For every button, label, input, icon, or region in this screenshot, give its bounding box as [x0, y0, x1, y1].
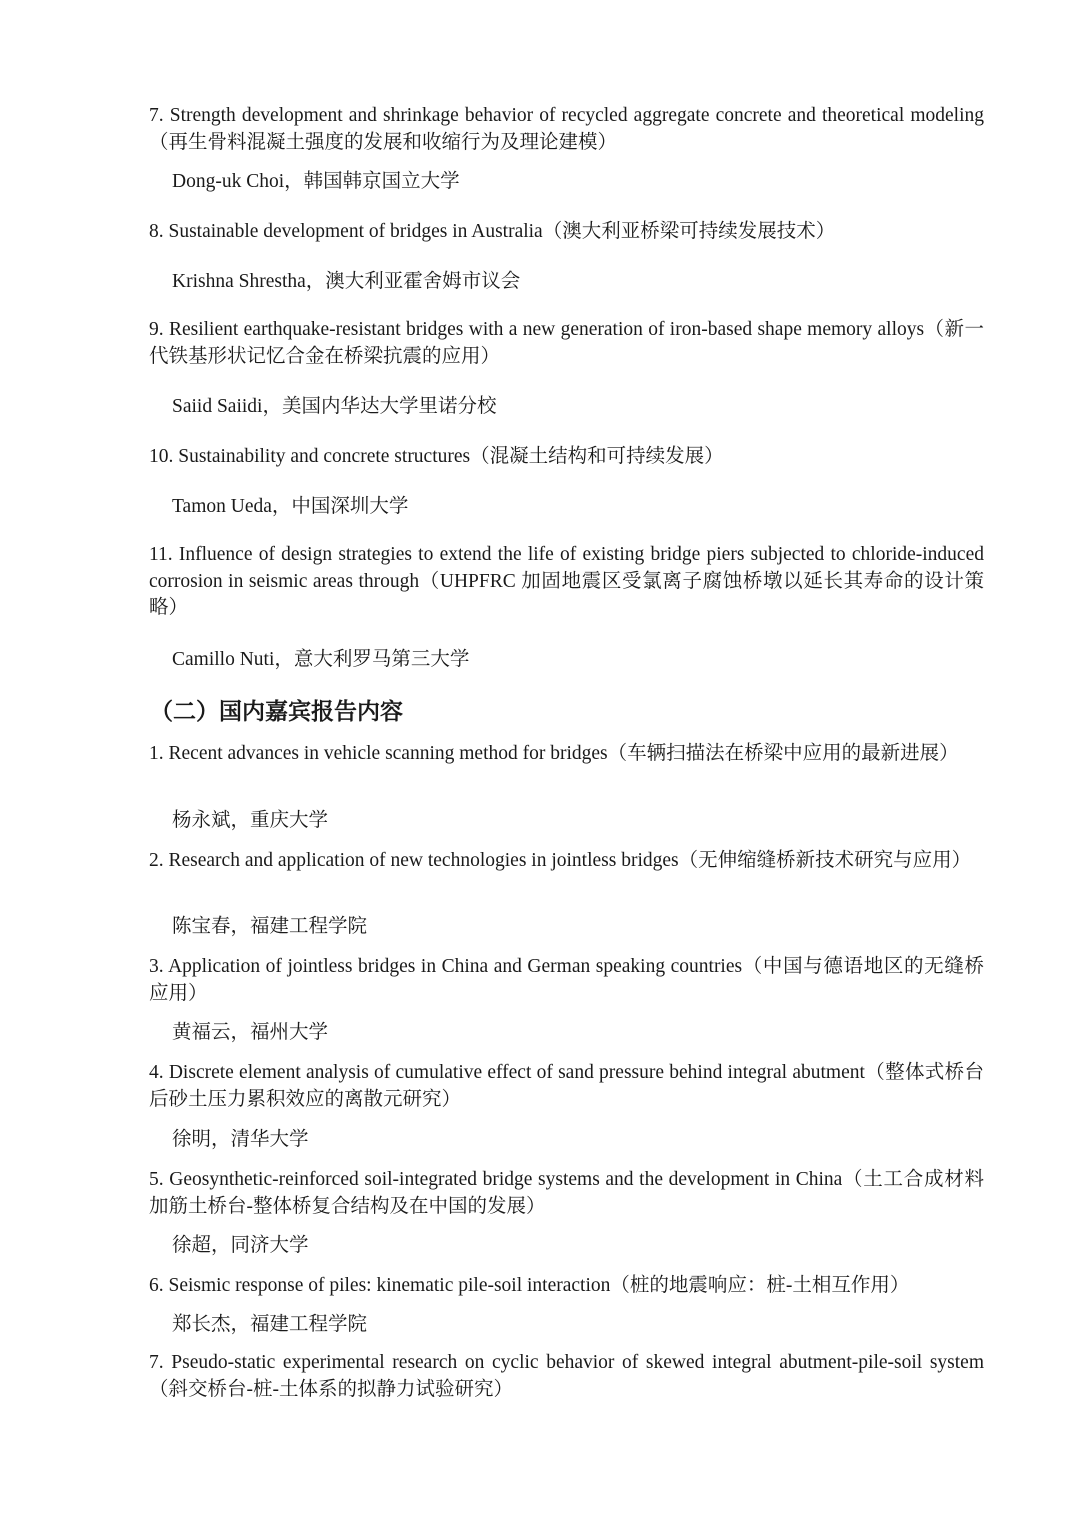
intl-talk-11-title: 11. Influence of design strategies to extend the life of existing bridge piers subjected to chloride-induced corrosion in seismic areas through（UHPFRC 加固地震区受氯离子腐蚀桥墩以延长其寿命的设计策略）	[149, 544, 984, 618]
domestic-talk-7-title: 7. Pseudo-static experimental research on cyclic behavior of skewed integral abutment-pile-soil system（斜交桥台-桩-土体系的拟静力试验研究）	[149, 1352, 984, 1400]
domestic-talk-2-title: 2. Research and application of new technologies in jointless bridges（无伸缩缝桥新技术研究与应用）	[149, 850, 972, 871]
intl-talk-11-author: Camillo Nuti，意大利罗马第三大学	[172, 649, 470, 670]
domestic-talk-1-title: 1. Recent advances in vehicle scanning method for bridges（车辆扫描法在桥梁中应用的最新进展）	[149, 743, 959, 764]
domestic-talk-5-author: 徐超，同济大学	[172, 1235, 309, 1256]
intl-talk-8-author: Krishna Shrestha，澳大利亚霍舍姆市议会	[172, 271, 521, 292]
intl-talk-7-title: 7. Strength development and shrinkage behavior of recycled aggregate concrete and theoretical modeling（再生骨料混凝土强度的发展和收缩行为及理论建模）	[149, 105, 984, 153]
domestic-talk-3-author: 黄福云，福州大学	[172, 1022, 329, 1043]
intl-talk-9-title: 9. Resilient earthquake-resistant bridges with a new generation of iron-based shape memory alloys（新一代铁基形状记忆合金在桥梁抗震的应用）	[149, 319, 984, 367]
intl-talk-9-author: Saiid Saiidi，美国内华达大学里诺分校	[172, 396, 497, 417]
domestic-talk-6-author: 郑长杰，福建工程学院	[172, 1314, 368, 1335]
intl-talk-10-author: Tamon Ueda，中国深圳大学	[172, 496, 409, 517]
intl-talk-7-author: Dong-uk Choi，韩国韩京国立大学	[172, 171, 460, 192]
intl-talk-10-title: 10. Sustainability and concrete structures（混凝土结构和可持续发展）	[149, 446, 724, 467]
domestic-section-heading: （二）国内嘉宾报告内容	[150, 699, 403, 725]
domestic-talk-2-author: 陈宝春，福建工程学院	[172, 916, 368, 937]
domestic-talk-6-title: 6. Seismic response of piles: kinematic pile-soil interaction（桩的地震响应：桩-土相互作用）	[149, 1275, 910, 1296]
domestic-talk-1-author: 杨永斌，重庆大学	[172, 810, 329, 831]
domestic-talk-5-title: 5. Geosynthetic-reinforced soil-integrated bridge systems and the development in China（土工合成材料加筋土桥台-整体桥复合结构及在中国的发展）	[149, 1169, 984, 1217]
domestic-talk-4-author: 徐明，清华大学	[172, 1129, 309, 1150]
domestic-talk-3-title: 3. Application of jointless bridges in China and German speaking countries（中国与德语地区的无缝桥应用）	[149, 956, 984, 1004]
domestic-talk-4-title: 4. Discrete element analysis of cumulative effect of sand pressure behind integral abutment（整体式桥台后砂土压力累积效应的离散元研究）	[149, 1062, 984, 1110]
intl-talk-8-title: 8. Sustainable development of bridges in Australia（澳大利亚桥梁可持续发展技术）	[149, 221, 836, 242]
